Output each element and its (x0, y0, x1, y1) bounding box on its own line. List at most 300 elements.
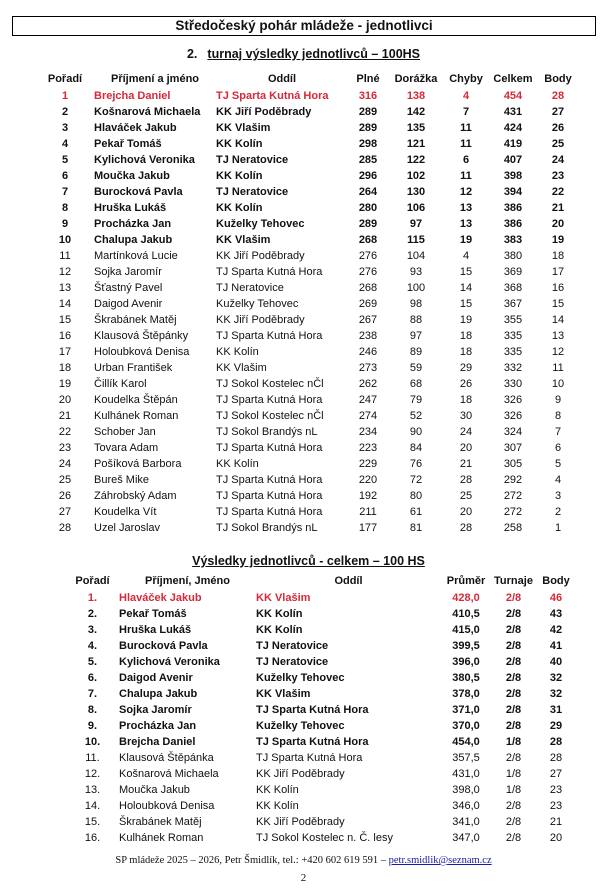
col-header-rank: Pořadí (75, 575, 110, 587)
cell-club: TJ Sparta Kutná Hora (216, 266, 323, 278)
cell-full: 289 (358, 106, 378, 118)
document-title: Středočeský pohár mládeže - jednotlivci (12, 16, 596, 36)
cell-club: TJ Sparta Kutná Hora (216, 442, 323, 454)
footer-email-link[interactable]: petr.smidlik@seznam.cz (388, 855, 492, 866)
cell-tournaments: 1/8 (505, 768, 522, 780)
table-row (40, 472, 578, 488)
table-row (40, 248, 578, 264)
table-row (40, 168, 578, 184)
cell-clearing: 121 (406, 138, 426, 150)
cell-points: 5 (554, 458, 562, 470)
cell-misses: 4 (462, 250, 470, 262)
table-header-row (40, 70, 578, 88)
cell-total: 407 (503, 154, 523, 166)
cell-name: Chalupa Jakub (119, 688, 198, 700)
cell-club: TJ Sparta Kutná Hora (216, 90, 329, 102)
table-row (70, 702, 576, 718)
cell-rank: 19 (58, 378, 72, 390)
cell-club: KK Vlašim (216, 122, 271, 134)
cell-total: 330 (503, 378, 523, 390)
table-row (40, 376, 578, 392)
cell-name: Záhrobský Adam (94, 490, 177, 502)
cell-name: Hruška Lukáš (94, 202, 167, 214)
cell-points: 2 (554, 506, 562, 518)
cell-misses: 30 (459, 410, 473, 422)
cell-name: Kylichová Veronika (119, 656, 220, 668)
cell-club: TJ Neratovice (216, 282, 284, 294)
cell-name: Pekař Tomáš (119, 608, 187, 620)
cell-club: TJ Sparta Kutná Hora (256, 704, 369, 716)
cell-clearing: 76 (409, 458, 423, 470)
table-row (70, 622, 576, 638)
cell-misses: 12 (459, 186, 473, 198)
cell-full: 298 (358, 138, 378, 150)
cell-club: KK Jiří Poděbrady (216, 314, 305, 326)
cell-tournaments: 2/8 (505, 704, 522, 716)
cell-total: 369 (503, 266, 523, 278)
cell-rank: 25 (58, 474, 72, 486)
cell-club: Kuželky Tehovec (216, 298, 299, 310)
cell-rank: 8 (61, 202, 69, 214)
cell-name: Bureš Mike (94, 474, 150, 486)
cell-full: 296 (358, 170, 378, 182)
tournament-heading (0, 46, 607, 62)
cell-rank: 14. (84, 800, 101, 812)
cell-club: KK Kolín (216, 458, 259, 470)
cell-full: 276 (358, 250, 378, 262)
cell-misses: 11 (460, 138, 472, 150)
cell-full: 262 (358, 378, 378, 390)
cell-club: KK Vlašim (216, 234, 271, 246)
cell-total: 332 (503, 362, 523, 374)
cell-average: 398,0 (452, 784, 480, 796)
cell-points: 26 (551, 122, 565, 134)
table-row (40, 232, 578, 248)
table-row (40, 328, 578, 344)
cell-points: 20 (551, 218, 565, 230)
cell-name: Klausová Štěpánka (119, 752, 214, 764)
cell-name: Sojka Jaromír (94, 266, 162, 278)
cell-rank: 5. (87, 656, 98, 668)
cell-misses: 19 (459, 314, 473, 326)
cell-club: KK Kolín (256, 624, 303, 636)
cell-full: 268 (358, 282, 378, 294)
footer (0, 855, 607, 866)
footer-contact: SP mládeže 2025 – 2026, Petr Šmidlík, tel.: +420 602 619 591 – (115, 855, 389, 866)
cell-misses: 13 (459, 218, 473, 230)
col-header-name: Příjmení a jméno (110, 73, 200, 85)
cell-points: 29 (549, 720, 563, 732)
cell-club: KK Vlašim (256, 688, 311, 700)
table-row (40, 216, 578, 232)
cell-points: 6 (554, 442, 562, 454)
page-number: 2 (300, 872, 307, 884)
cell-tournaments: 1/8 (505, 736, 522, 748)
cell-average: 341,0 (452, 816, 480, 828)
cell-total: 383 (503, 234, 523, 246)
cell-points: 14 (551, 314, 565, 326)
col-header-misses: Chyby (449, 73, 483, 85)
cell-name: Burocková Pavla (119, 640, 208, 652)
cell-name: Schober Jan (94, 426, 156, 438)
cell-name: Kulhánek Roman (119, 832, 204, 844)
table-row (70, 670, 576, 686)
cell-total: 272 (503, 506, 523, 518)
cell-points: 27 (551, 106, 565, 118)
cell-points: 40 (549, 656, 563, 668)
table-row (40, 280, 578, 296)
cell-rank: 12. (84, 768, 101, 780)
cell-total: 305 (503, 458, 523, 470)
cell-tournaments: 1/8 (505, 784, 522, 796)
cell-name: Škrabánek Matěj (119, 816, 202, 828)
cell-points: 16 (551, 282, 565, 294)
cell-rank: 2. (87, 608, 98, 620)
cell-misses: 18 (459, 330, 473, 342)
cell-misses: 14 (459, 282, 473, 294)
cell-club: TJ Sparta Kutná Hora (216, 394, 323, 406)
cell-tournaments: 2/8 (505, 800, 522, 812)
cell-full: 192 (358, 490, 378, 502)
cell-points: 8 (554, 410, 562, 422)
cell-points: 23 (551, 170, 565, 182)
cell-points: 42 (549, 624, 563, 636)
cell-rank: 9 (61, 218, 69, 230)
cell-total: 431 (503, 106, 523, 118)
cell-points: 25 (551, 138, 565, 150)
cell-rank: 24 (58, 458, 72, 470)
cell-rank: 13 (58, 282, 72, 294)
col-header-total: Celkem (493, 73, 533, 85)
table-row (70, 782, 576, 798)
cell-rank: 20 (58, 394, 72, 406)
cell-points: 21 (549, 816, 563, 828)
cell-misses: 19 (459, 234, 473, 246)
cell-clearing: 79 (409, 394, 423, 406)
cell-rank: 10 (58, 234, 72, 246)
cell-misses: 28 (459, 474, 473, 486)
cell-tournaments: 2/8 (505, 672, 522, 684)
overall-heading (0, 553, 607, 569)
table-row (70, 718, 576, 734)
cell-club: TJ Sparta Kutná Hora (256, 736, 369, 748)
cell-full: 238 (358, 330, 378, 342)
cell-points: 22 (551, 186, 565, 198)
cell-full: 267 (358, 314, 378, 326)
cell-points: 23 (549, 800, 563, 812)
table-row (40, 152, 578, 168)
col-header-full: Plné (356, 73, 380, 85)
cell-points: 3 (554, 490, 562, 502)
cell-rank: 14 (58, 298, 72, 310)
cell-full: 211 (359, 506, 377, 518)
cell-clearing: 68 (409, 378, 423, 390)
table-row (40, 344, 578, 360)
cell-name: Čillík Karol (94, 378, 147, 390)
cell-rank: 15. (84, 816, 101, 828)
cell-total: 419 (503, 138, 523, 150)
cell-misses: 11 (460, 170, 472, 182)
cell-rank: 13. (84, 784, 101, 796)
cell-points: 17 (551, 266, 565, 278)
cell-points: 41 (549, 640, 563, 652)
cell-clearing: 52 (409, 410, 423, 422)
cell-rank: 11. (85, 752, 100, 764)
cell-rank: 16. (84, 832, 101, 844)
cell-total: 386 (503, 202, 523, 214)
cell-clearing: 104 (406, 250, 426, 262)
cell-misses: 20 (459, 506, 473, 518)
cell-clearing: 135 (406, 122, 426, 134)
cell-rank: 6 (61, 170, 69, 182)
cell-rank: 1. (87, 592, 98, 604)
cell-clearing: 122 (406, 154, 426, 166)
table-row (70, 654, 576, 670)
cell-points: 31 (549, 704, 563, 716)
cell-name: Moučka Jakub (94, 170, 170, 182)
cell-rank: 8. (87, 704, 98, 716)
cell-misses: 15 (459, 298, 473, 310)
cell-tournaments: 2/8 (505, 656, 522, 668)
col-header-points: Body (542, 575, 570, 587)
cell-total: 326 (503, 394, 523, 406)
cell-average: 410,5 (452, 608, 480, 620)
cell-points: 32 (549, 672, 563, 684)
cell-rank: 4 (61, 138, 69, 150)
cell-total: 292 (503, 474, 523, 486)
cell-misses: 28 (459, 522, 473, 534)
cell-club: TJ Neratovice (216, 186, 289, 198)
table-row (40, 360, 578, 376)
cell-misses: 11 (460, 122, 472, 134)
cell-misses: 7 (462, 106, 470, 118)
cell-clearing: 106 (406, 202, 426, 214)
cell-club: TJ Sparta Kutná Hora (216, 474, 323, 486)
cell-club: TJ Sokol Kostelec n. Č. lesy (256, 832, 393, 844)
cell-club: KK Jiří Poděbrady (256, 816, 345, 828)
cell-name: Košnarová Michaela (94, 106, 201, 118)
cell-rank: 15 (58, 314, 72, 326)
cell-tournaments: 2/8 (505, 624, 522, 636)
cell-full: 316 (358, 90, 378, 102)
cell-points: 1 (554, 522, 562, 534)
cell-tournaments: 2/8 (505, 832, 522, 844)
cell-tournaments: 2/8 (505, 640, 522, 652)
cell-clearing: 130 (406, 186, 426, 198)
col-header-tournaments: Turnaje (494, 575, 533, 587)
cell-misses: 18 (459, 346, 473, 358)
cell-average: 346,0 (452, 800, 480, 812)
cell-average: 378,0 (452, 688, 480, 700)
cell-tournaments: 2/8 (505, 608, 522, 620)
cell-full: 246 (358, 346, 378, 358)
cell-misses: 20 (459, 442, 473, 454)
cell-name: Uzel Jaroslav (94, 522, 161, 534)
cell-clearing: 61 (409, 506, 423, 518)
table-row (70, 638, 576, 654)
cell-name: Klausová Štěpánky (94, 330, 189, 342)
cell-total: 355 (503, 314, 523, 326)
cell-name: Hlaváček Jakub (94, 122, 177, 134)
cell-total: 307 (503, 442, 523, 454)
table-row (40, 408, 578, 424)
table-row (70, 734, 576, 750)
table-row (40, 104, 578, 120)
cell-name: Brejcha Daniel (94, 90, 171, 102)
cell-full: 223 (358, 442, 378, 454)
cell-rank: 9. (87, 720, 98, 732)
cell-name: Brejcha Daniel (119, 736, 196, 748)
cell-misses: 24 (459, 426, 473, 438)
table-row (70, 830, 576, 846)
cell-points: 9 (554, 394, 562, 406)
cell-club: Kuželky Tehovec (256, 672, 345, 684)
cell-tournaments: 2/8 (505, 752, 522, 764)
cell-club: KK Kolín (216, 202, 263, 214)
cell-average: 454,0 (452, 736, 480, 748)
cell-points: 28 (549, 736, 563, 748)
cell-rank: 3. (87, 624, 98, 636)
cell-clearing: 98 (409, 298, 423, 310)
cell-clearing: 115 (407, 234, 425, 246)
table-row (40, 392, 578, 408)
table-row (40, 440, 578, 456)
cell-points: 11 (552, 362, 564, 374)
table-header-row (70, 572, 576, 590)
cell-misses: 15 (459, 266, 473, 278)
cell-club: TJ Neratovice (256, 640, 329, 652)
tournament-results-table (40, 70, 578, 536)
cell-average: 428,0 (452, 592, 480, 604)
cell-name: Holoubková Denisa (94, 346, 190, 358)
cell-rank: 7. (87, 688, 98, 700)
cell-points: 7 (554, 426, 562, 438)
cell-club: KK Kolín (256, 784, 299, 796)
cell-name: Kylichová Veronika (94, 154, 195, 166)
table-row (70, 606, 576, 622)
cell-clearing: 90 (409, 426, 423, 438)
cell-full: 268 (358, 234, 378, 246)
cell-rank: 3 (61, 122, 69, 134)
cell-total: 368 (503, 282, 523, 294)
cell-name: Koudelka Vít (94, 506, 157, 518)
cell-club: KK Kolín (216, 346, 259, 358)
table-row (70, 766, 576, 782)
cell-full: 220 (358, 474, 378, 486)
cell-rank: 22 (58, 426, 72, 438)
cell-points: 15 (551, 298, 565, 310)
cell-rank: 27 (58, 506, 72, 518)
cell-average: 415,0 (452, 624, 480, 636)
cell-full: 276 (358, 266, 378, 278)
table-row (40, 200, 578, 216)
cell-average: 370,0 (452, 720, 480, 732)
cell-misses: 13 (459, 202, 473, 214)
cell-club: TJ Sokol Kostelec nČl (216, 410, 324, 422)
cell-rank: 11 (59, 250, 71, 262)
cell-total: 258 (503, 522, 523, 534)
table-row (70, 686, 576, 702)
cell-clearing: 72 (409, 474, 423, 486)
cell-name: Holoubková Denisa (119, 800, 215, 812)
cell-name: Pekař Tomáš (94, 138, 162, 150)
cell-clearing: 81 (409, 522, 423, 534)
overall-heading-text: Výsledky jednotlivců - celkem – 100 HS (192, 554, 425, 568)
cell-name: Hruška Lukáš (119, 624, 192, 636)
cell-name: Martínková Lucie (94, 250, 178, 262)
cell-rank: 5 (61, 154, 69, 166)
cell-total: 324 (503, 426, 523, 438)
cell-full: 285 (358, 154, 378, 166)
cell-club: KK Jiří Poděbrady (216, 106, 312, 118)
cell-total: 326 (503, 410, 523, 422)
cell-name: Tovara Adam (94, 442, 159, 454)
cell-total: 335 (503, 330, 523, 342)
cell-points: 13 (551, 330, 565, 342)
cell-rank: 1 (61, 90, 69, 102)
table-row (40, 136, 578, 152)
cell-points: 27 (549, 768, 563, 780)
table-row (70, 798, 576, 814)
cell-rank: 26 (58, 490, 72, 502)
cell-points: 4 (554, 474, 562, 486)
cell-full: 289 (358, 218, 378, 230)
cell-rank: 10. (84, 736, 101, 748)
cell-name: Kulhánek Roman (94, 410, 179, 422)
cell-misses: 21 (459, 458, 473, 470)
cell-clearing: 102 (406, 170, 426, 182)
table-row (70, 590, 576, 606)
cell-name: Košnarová Michaela (119, 768, 219, 780)
tournament-heading-text: turnaj výsledky jednotlivců – 100HS (207, 47, 421, 61)
cell-rank: 18 (58, 362, 72, 374)
table-row (40, 424, 578, 440)
table-row (40, 520, 578, 536)
cell-points: 32 (549, 688, 563, 700)
cell-club: KK Vlašim (216, 362, 267, 374)
cell-full: 274 (358, 410, 378, 422)
cell-misses: 4 (462, 90, 470, 102)
cell-club: TJ Neratovice (256, 656, 329, 668)
cell-rank: 17 (58, 346, 72, 358)
cell-club: TJ Sparta Kutná Hora (216, 330, 323, 342)
table-row (40, 184, 578, 200)
cell-rank: 7 (61, 186, 69, 198)
cell-name: Procházka Jan (94, 218, 172, 230)
cell-name: Hlaváček Jakub (119, 592, 202, 604)
cell-points: 28 (551, 90, 565, 102)
cell-name: Škrabánek Matěj (94, 314, 177, 326)
cell-misses: 6 (462, 154, 470, 166)
col-header-club: Oddíl (267, 73, 297, 85)
cell-average: 396,0 (452, 656, 480, 668)
cell-points: 21 (551, 202, 565, 214)
cell-name: Šťastný Pavel (94, 282, 163, 294)
cell-points: 24 (551, 154, 565, 166)
cell-average: 399,5 (452, 640, 480, 652)
cell-misses: 29 (459, 362, 473, 374)
cell-name: Chalupa Jakub (94, 234, 173, 246)
cell-name: Sojka Jaromír (119, 704, 192, 716)
cell-club: KK Jiří Poděbrady (216, 250, 305, 262)
cell-club: KK Kolín (216, 170, 263, 182)
cell-full: 177 (358, 522, 378, 534)
cell-clearing: 138 (406, 90, 426, 102)
cell-points: 20 (549, 832, 563, 844)
cell-full: 229 (358, 458, 378, 470)
cell-rank: 4. (87, 640, 98, 652)
cell-rank: 12 (58, 266, 72, 278)
